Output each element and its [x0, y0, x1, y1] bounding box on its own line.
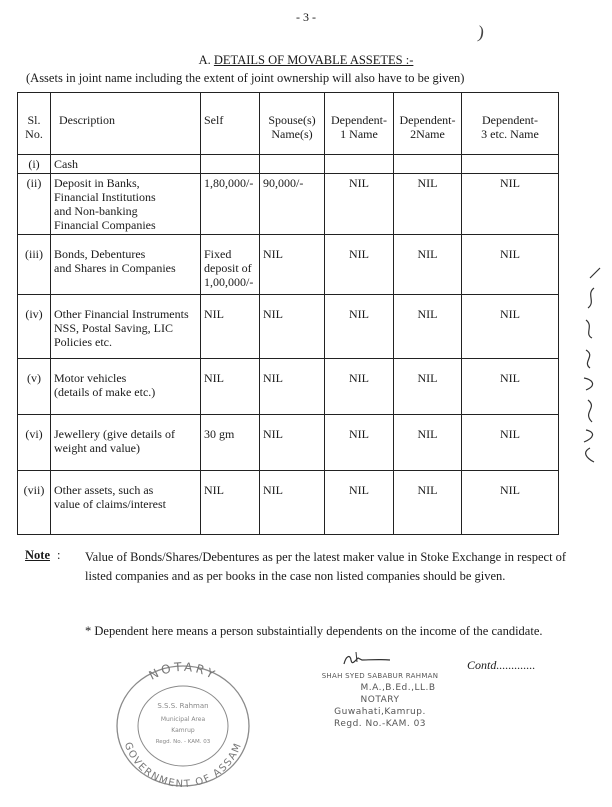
header-description: Description — [51, 93, 201, 155]
note-text: Value of Bonds/Shares/Debentures as per the latest maker value in Stoke Exchange in respect of listed companies and as per books in the case non listed companies should be given. — [85, 550, 567, 583]
seal-inner-3: Kamrup — [171, 727, 195, 734]
cell-description-line: Policies etc. — [54, 335, 112, 349]
cell-description-line: Motor vehicles — [54, 371, 127, 385]
cell-dependent-1 — [325, 155, 394, 174]
header-sl: Sl. No. — [18, 93, 51, 155]
table-row — [18, 471, 559, 535]
cell-description-line: Financial Institutions — [54, 190, 156, 204]
section-title — [0, 53, 612, 68]
cell-description-line: Financial Companies — [54, 218, 156, 232]
cell-dependent-1: NIL — [325, 359, 394, 415]
cell-self — [201, 235, 260, 295]
footnote: * Dependent here means a person substaintially dependents on the income of the candidate. — [85, 624, 543, 638]
cell-description-line: weight and value) — [54, 441, 140, 455]
cell-description — [51, 174, 201, 235]
cell-sl: (iv) — [18, 295, 51, 359]
cell-self-line: 30 gm — [204, 427, 235, 441]
seal-inner-1: S.S.S. Rahman — [157, 702, 209, 710]
cell-dependent-2: NIL — [394, 235, 462, 295]
cell-dependent-1: NIL — [325, 235, 394, 295]
cell-description — [51, 235, 201, 295]
cell-self — [201, 471, 260, 535]
cell-description-line: Other Financial Instruments — [54, 307, 189, 321]
cell-self — [201, 155, 260, 174]
cell-spouse: NIL — [260, 359, 325, 415]
cell-dependent-2: NIL — [394, 471, 462, 535]
cell-description-line: and Non-banking — [54, 204, 138, 218]
header-dependent-2: Dependent- 2Name — [394, 93, 462, 155]
notary-signature — [336, 648, 396, 670]
cell-dependent-3: NIL — [462, 359, 559, 415]
cell-self — [201, 359, 260, 415]
cell-description-line: Bonds, Debentures — [54, 247, 146, 261]
cell-description-line: Jewellery (give details of — [54, 427, 175, 441]
cell-spouse: NIL — [260, 471, 325, 535]
header-dependent-1: Dependent- 1 Name — [325, 93, 394, 155]
notary-name: SHAH SYED SABABUR RAHMAN — [321, 672, 439, 680]
svg-text:GOVERNMENT OF ASSAM — [122, 741, 245, 788]
section-subtitle: (Assets in joint name including the extent of joint ownership will also have to be given) — [26, 71, 465, 85]
margin-signature — [570, 262, 610, 472]
cell-dependent-3: NIL — [462, 235, 559, 295]
cell-self-line: 1,00,000/- — [204, 275, 254, 289]
cell-description-line: value of claims/interest — [54, 497, 166, 511]
cell-self-line: NIL — [204, 371, 224, 385]
section-prefix: A. — [198, 53, 211, 67]
table-header-row — [18, 93, 559, 155]
cell-dependent-1: NIL — [325, 415, 394, 471]
cell-spouse: 90,000/- — [260, 174, 325, 235]
cell-dependent-1: NIL — [325, 174, 394, 235]
cell-spouse: NIL — [260, 295, 325, 359]
cell-description — [51, 155, 201, 174]
continued-label: Contd............. — [467, 658, 536, 672]
cell-description-line: and Shares in Companies — [54, 261, 176, 275]
notary-regd: Regd. No.-KAM. 03 — [333, 719, 427, 729]
cell-self-line: NIL — [204, 307, 224, 321]
table-row — [18, 235, 559, 295]
table-row — [18, 295, 559, 359]
cell-spouse: NIL — [260, 235, 325, 295]
cell-description-line: Deposit in Banks, — [54, 176, 140, 190]
cell-dependent-3: NIL — [462, 471, 559, 535]
cell-description — [51, 359, 201, 415]
cell-dependent-1: NIL — [325, 471, 394, 535]
cell-self — [201, 295, 260, 359]
table-row — [18, 174, 559, 235]
cell-sl: (v) — [18, 359, 51, 415]
notary-place: Guwahati,Kamrup. — [334, 707, 426, 717]
cell-sl: (ii) — [18, 174, 51, 235]
notary-stamp-text — [300, 670, 460, 730]
svg-text:NOTARY — [147, 660, 220, 683]
cell-dependent-2 — [394, 155, 462, 174]
cell-sl: (vii) — [18, 471, 51, 535]
table-row — [18, 415, 559, 471]
cell-spouse — [260, 155, 325, 174]
notary-degrees: M.A.,B.Ed.,LL.B — [360, 683, 436, 693]
note-label: Note — [25, 548, 50, 562]
section-title-text: DETAILS OF MOVABLE ASSETES :- — [213, 53, 414, 67]
seal-top-text: NOTARY — [146, 659, 220, 683]
movable-assets-table — [17, 92, 559, 535]
cell-dependent-3: NIL — [462, 295, 559, 359]
cell-sl: (vi) — [18, 415, 51, 471]
cell-dependent-2: NIL — [394, 359, 462, 415]
cell-spouse: NIL — [260, 415, 325, 471]
header-spouse: Spouse(s) Name(s) — [260, 93, 325, 155]
cell-self — [201, 174, 260, 235]
cell-description-line: Other assets, such as — [54, 483, 154, 497]
cell-description-line: (details of make etc.) — [54, 385, 156, 399]
cell-dependent-2: NIL — [394, 295, 462, 359]
cell-description — [51, 295, 201, 359]
notary-seal — [108, 658, 258, 788]
header-dependent-3: Dependent- 3 etc. Name — [462, 93, 559, 155]
cell-self-line: deposit of — [204, 261, 252, 275]
page-number: - 3 - — [296, 10, 316, 24]
cell-description — [51, 415, 201, 471]
cell-dependent-2: NIL — [394, 415, 462, 471]
cell-dependent-2: NIL — [394, 174, 462, 235]
cell-sl: (iii) — [18, 235, 51, 295]
cell-self-line: NIL — [204, 483, 224, 497]
note-colon: : — [57, 548, 61, 562]
cell-self-line: Fixed — [204, 247, 232, 261]
cell-description — [51, 471, 201, 535]
seal-inner-2: Municipal Area — [160, 716, 206, 723]
cell-dependent-3: NIL — [462, 174, 559, 235]
cell-dependent-1: NIL — [325, 295, 394, 359]
table-row — [18, 359, 559, 415]
cell-dependent-3: NIL — [462, 415, 559, 471]
cell-sl: (i) — [18, 155, 51, 174]
seal-inner-4: Regd. No. - KAM. 03 — [155, 739, 211, 745]
table-row — [18, 155, 559, 174]
cell-description-line: NSS, Postal Saving, LIC — [54, 321, 174, 335]
seal-bottom-text: GOVERNMENT OF ASSAM — [121, 740, 245, 788]
cell-description-line: Cash — [54, 157, 78, 171]
header-self: Self — [201, 93, 260, 155]
cell-self — [201, 415, 260, 471]
cell-dependent-3 — [462, 155, 559, 174]
pen-mark: ) — [476, 21, 486, 43]
cell-self-line: 1,80,000/- — [204, 176, 254, 190]
notary-title: NOTARY — [360, 695, 400, 705]
